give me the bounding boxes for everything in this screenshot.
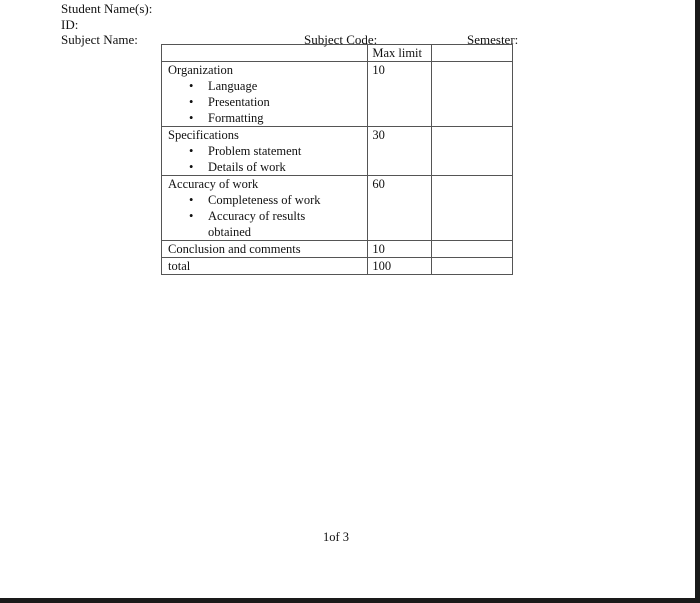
bullet-item: • Accuracy of results obtained xyxy=(208,208,338,240)
bullet-item: • Completeness of work xyxy=(208,192,367,208)
semester-label: Semester: xyxy=(467,32,519,47)
criterion-cell xyxy=(162,241,368,258)
criterion-bullets xyxy=(168,143,367,175)
student-names-label: Student Name(s): xyxy=(61,1,153,16)
max-limit-cell: 10 xyxy=(368,62,432,127)
score-cell xyxy=(432,176,513,241)
header-blank-cell xyxy=(162,45,368,62)
table-row xyxy=(162,62,513,127)
score-cell xyxy=(432,258,513,275)
max-limit-cell: 10 xyxy=(368,241,432,258)
subject-name-label: Subject Name: xyxy=(61,32,138,47)
bullet-item: • Problem statement xyxy=(208,143,367,159)
table-row xyxy=(162,127,513,176)
criterion-cell xyxy=(162,62,368,127)
criterion-bullets xyxy=(168,192,367,240)
criterion-title: Accuracy of work xyxy=(168,177,259,191)
criterion-title: total xyxy=(168,259,191,273)
max-limit-cell: 100 xyxy=(368,258,432,275)
criterion-cell xyxy=(162,127,368,176)
max-limit-cell: 30 xyxy=(368,127,432,176)
criterion-cell xyxy=(162,176,368,241)
bullet-item: • Formatting xyxy=(208,110,367,126)
criterion-title: Specifications xyxy=(168,128,239,142)
table-row xyxy=(162,258,513,275)
id-label: ID: xyxy=(61,17,79,32)
criterion-title: Organization xyxy=(168,63,234,77)
table-row xyxy=(162,176,513,241)
score-cell xyxy=(432,127,513,176)
bullet-item: • Language xyxy=(208,78,367,94)
criterion-bullets xyxy=(168,78,367,126)
table-row xyxy=(162,241,513,258)
score-header-cell xyxy=(432,45,513,62)
score-cell xyxy=(432,62,513,127)
max-limit-cell: 60 xyxy=(368,176,432,241)
criterion-title: Conclusion and comments xyxy=(168,242,301,256)
bullet-item: • Details of work xyxy=(208,159,367,175)
subject-code-label: Subject Code: xyxy=(304,32,378,47)
score-cell xyxy=(432,241,513,258)
bullet-item: • Presentation xyxy=(208,94,367,110)
max-limit-header: Max limit xyxy=(368,45,432,62)
criterion-cell xyxy=(162,258,368,275)
table-header-row xyxy=(162,45,513,62)
page-number: 1of 3 xyxy=(323,530,350,544)
grading-table xyxy=(161,44,513,275)
